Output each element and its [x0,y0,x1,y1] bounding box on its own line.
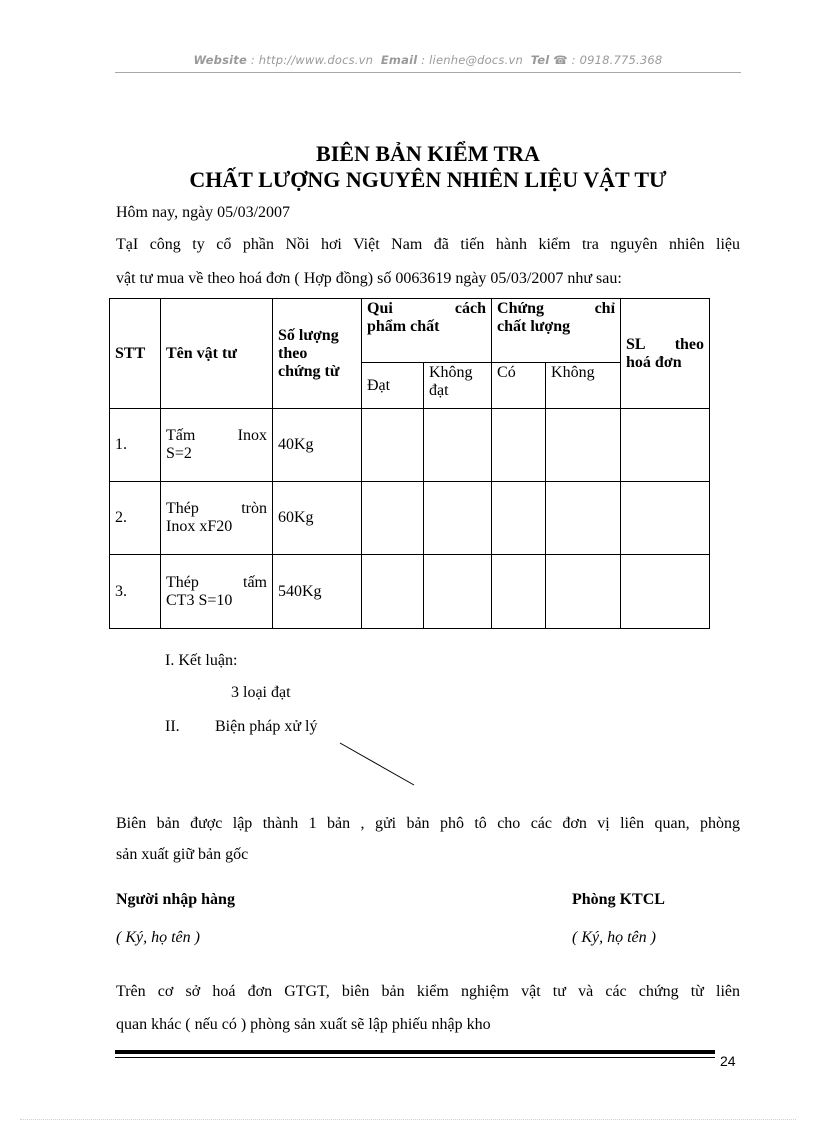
email-value: : lienhe@docs.vn [421,53,523,67]
intro-line2: vật tư mua về theo hoá đơn ( Hợp đồng) số 0063619 ngày 05/03/2007 như sau: [116,270,622,287]
header-sl-word2: theo [674,335,705,353]
signature-right-note: ( Ký, họ tên ) [572,929,656,946]
header-spec-line2: phẩm chất [367,318,440,335]
header-divider [115,72,741,73]
header-quantity [273,299,362,409]
header-spec-word1: Qui [367,300,393,317]
row-pass-cell [362,409,424,482]
row-fail-cell [424,482,492,555]
document-title-line2: CHẤT LƯỢNG NGUYÊN NHIÊN LIỆU VẬT TƯ [189,167,667,192]
signature-left-title: Người nhập hàng [116,891,235,908]
table-row [110,409,710,482]
measures-label: Biện pháp xử lý [215,718,318,735]
subheader-fail [424,363,492,409]
website-value: : http://www.docs.vn [250,53,374,67]
subheader-fail-l1: Không [429,364,473,381]
measures-number: II. [165,718,180,735]
note-line2: sản xuất giữ bản gốc [116,846,249,863]
inspection-table [109,298,710,629]
header-quantity-l1: Số lượng [278,326,339,344]
row-name-line1 [166,500,267,518]
closing-line2: quan khác ( nếu có ) phòng sản xuất sẽ lập phiếu nhập kho [116,1016,491,1033]
row-name-word1: Thép [166,500,199,517]
row-has-cert-cell [492,409,546,482]
header-spec-quality [362,299,492,363]
row-quantity: 540Kg [273,555,362,629]
signature-left-note: ( Ký, họ tên ) [116,929,200,946]
header-sl-line2: hoá đơn [626,353,682,371]
row-no-cert-cell [546,555,621,629]
conclusion-value: 3 loại đạt [231,684,291,701]
row-name-line2: Inox xF20 [166,518,233,535]
closing-line1: Trên cơ sở hoá đơn GTGT, biên bản kiểm nghiệm vật tư và các chứng từ liên [116,983,740,1000]
document-title-line1: BIÊN BẢN KIỂM TRA [316,141,540,166]
date-line: Hôm nay, ngày 05/03/2007 [116,204,291,221]
header-cert-line1 [497,300,615,318]
header-quantity-l2: theo [278,344,308,362]
row-fail-cell [424,555,492,629]
row-name-word2: Inox [237,427,267,444]
row-material-name [161,482,273,555]
header-material-name: Tên vật tư [161,299,273,409]
row-name-word1: Tấm [166,427,196,444]
row-pass-cell [362,555,424,629]
header-stt: STT [110,299,161,409]
table-row [110,482,710,555]
header-cert-word2: chỉ [594,300,616,317]
header-spec-word2: cách [454,300,487,317]
row-has-cert-cell [492,555,546,629]
page-number: 24 [720,1053,736,1069]
note-line1: Biên bản được lập thành 1 bản , gửi bản phô tô cho các đơn vị liên quan, phòng [116,815,740,832]
row-quantity: 40Kg [273,409,362,482]
row-invoice-qty-cell [621,482,710,555]
page-bottom-border [20,1119,796,1120]
row-material-name [161,409,273,482]
row-name-word1: Thép [166,573,199,591]
footer-rule-thin [115,1057,715,1058]
header-sl-line1 [626,336,704,354]
row-invoice-qty-cell [621,409,710,482]
intro-line1: TạI công ty cổ phần Nồi hơi Việt Nam đã tiến hành kiểm tra nguyên nhiên liệu [116,236,740,253]
row-stt: 2. [110,482,161,555]
header-invoice-qty [621,299,710,409]
tel-value: ☎ : 0918.775.368 [553,53,663,67]
row-stt: 3. [110,555,161,629]
row-invoice-qty-cell [621,555,710,629]
row-pass-cell [362,482,424,555]
row-name-line1 [166,427,267,445]
header-cert-word1: Chứng [497,300,544,317]
row-name-word2: tròn [241,500,267,517]
row-no-cert-cell [546,409,621,482]
subheader-no-cert: Không [546,363,621,409]
strike-line [338,741,418,787]
subheader-has-cert: Có [492,363,546,409]
header-sl-word1: SL [626,335,645,353]
header-quality-cert [492,299,621,363]
signature-right-title: Phòng KTCL [572,891,665,908]
conclusion-heading: I. Kết luận: [165,652,238,669]
row-quantity: 60Kg [273,482,362,555]
row-has-cert-cell [492,482,546,555]
row-name-line2: CT3 S=10 [166,591,233,609]
row-no-cert-cell [546,482,621,555]
row-fail-cell [424,409,492,482]
header-quantity-l3: chứng từ [278,362,340,380]
row-name-line1 [166,574,267,592]
table-row [110,555,710,629]
header-spec-line1 [367,300,486,318]
row-stt: 1. [110,409,161,482]
email-label: Email [380,53,418,67]
subheader-fail-l2: đạt [429,382,449,399]
website-label: Website [193,53,247,67]
header-cert-line2: chất lượng [497,318,571,335]
footer-rule-thick [115,1050,715,1054]
row-name-word2: tấm [243,573,267,591]
subheader-pass: Đạt [362,363,424,409]
tel-label: Tel [530,53,550,67]
row-material-name [161,555,273,629]
row-name-line2: S=2 [166,445,192,462]
page-header [115,53,741,67]
